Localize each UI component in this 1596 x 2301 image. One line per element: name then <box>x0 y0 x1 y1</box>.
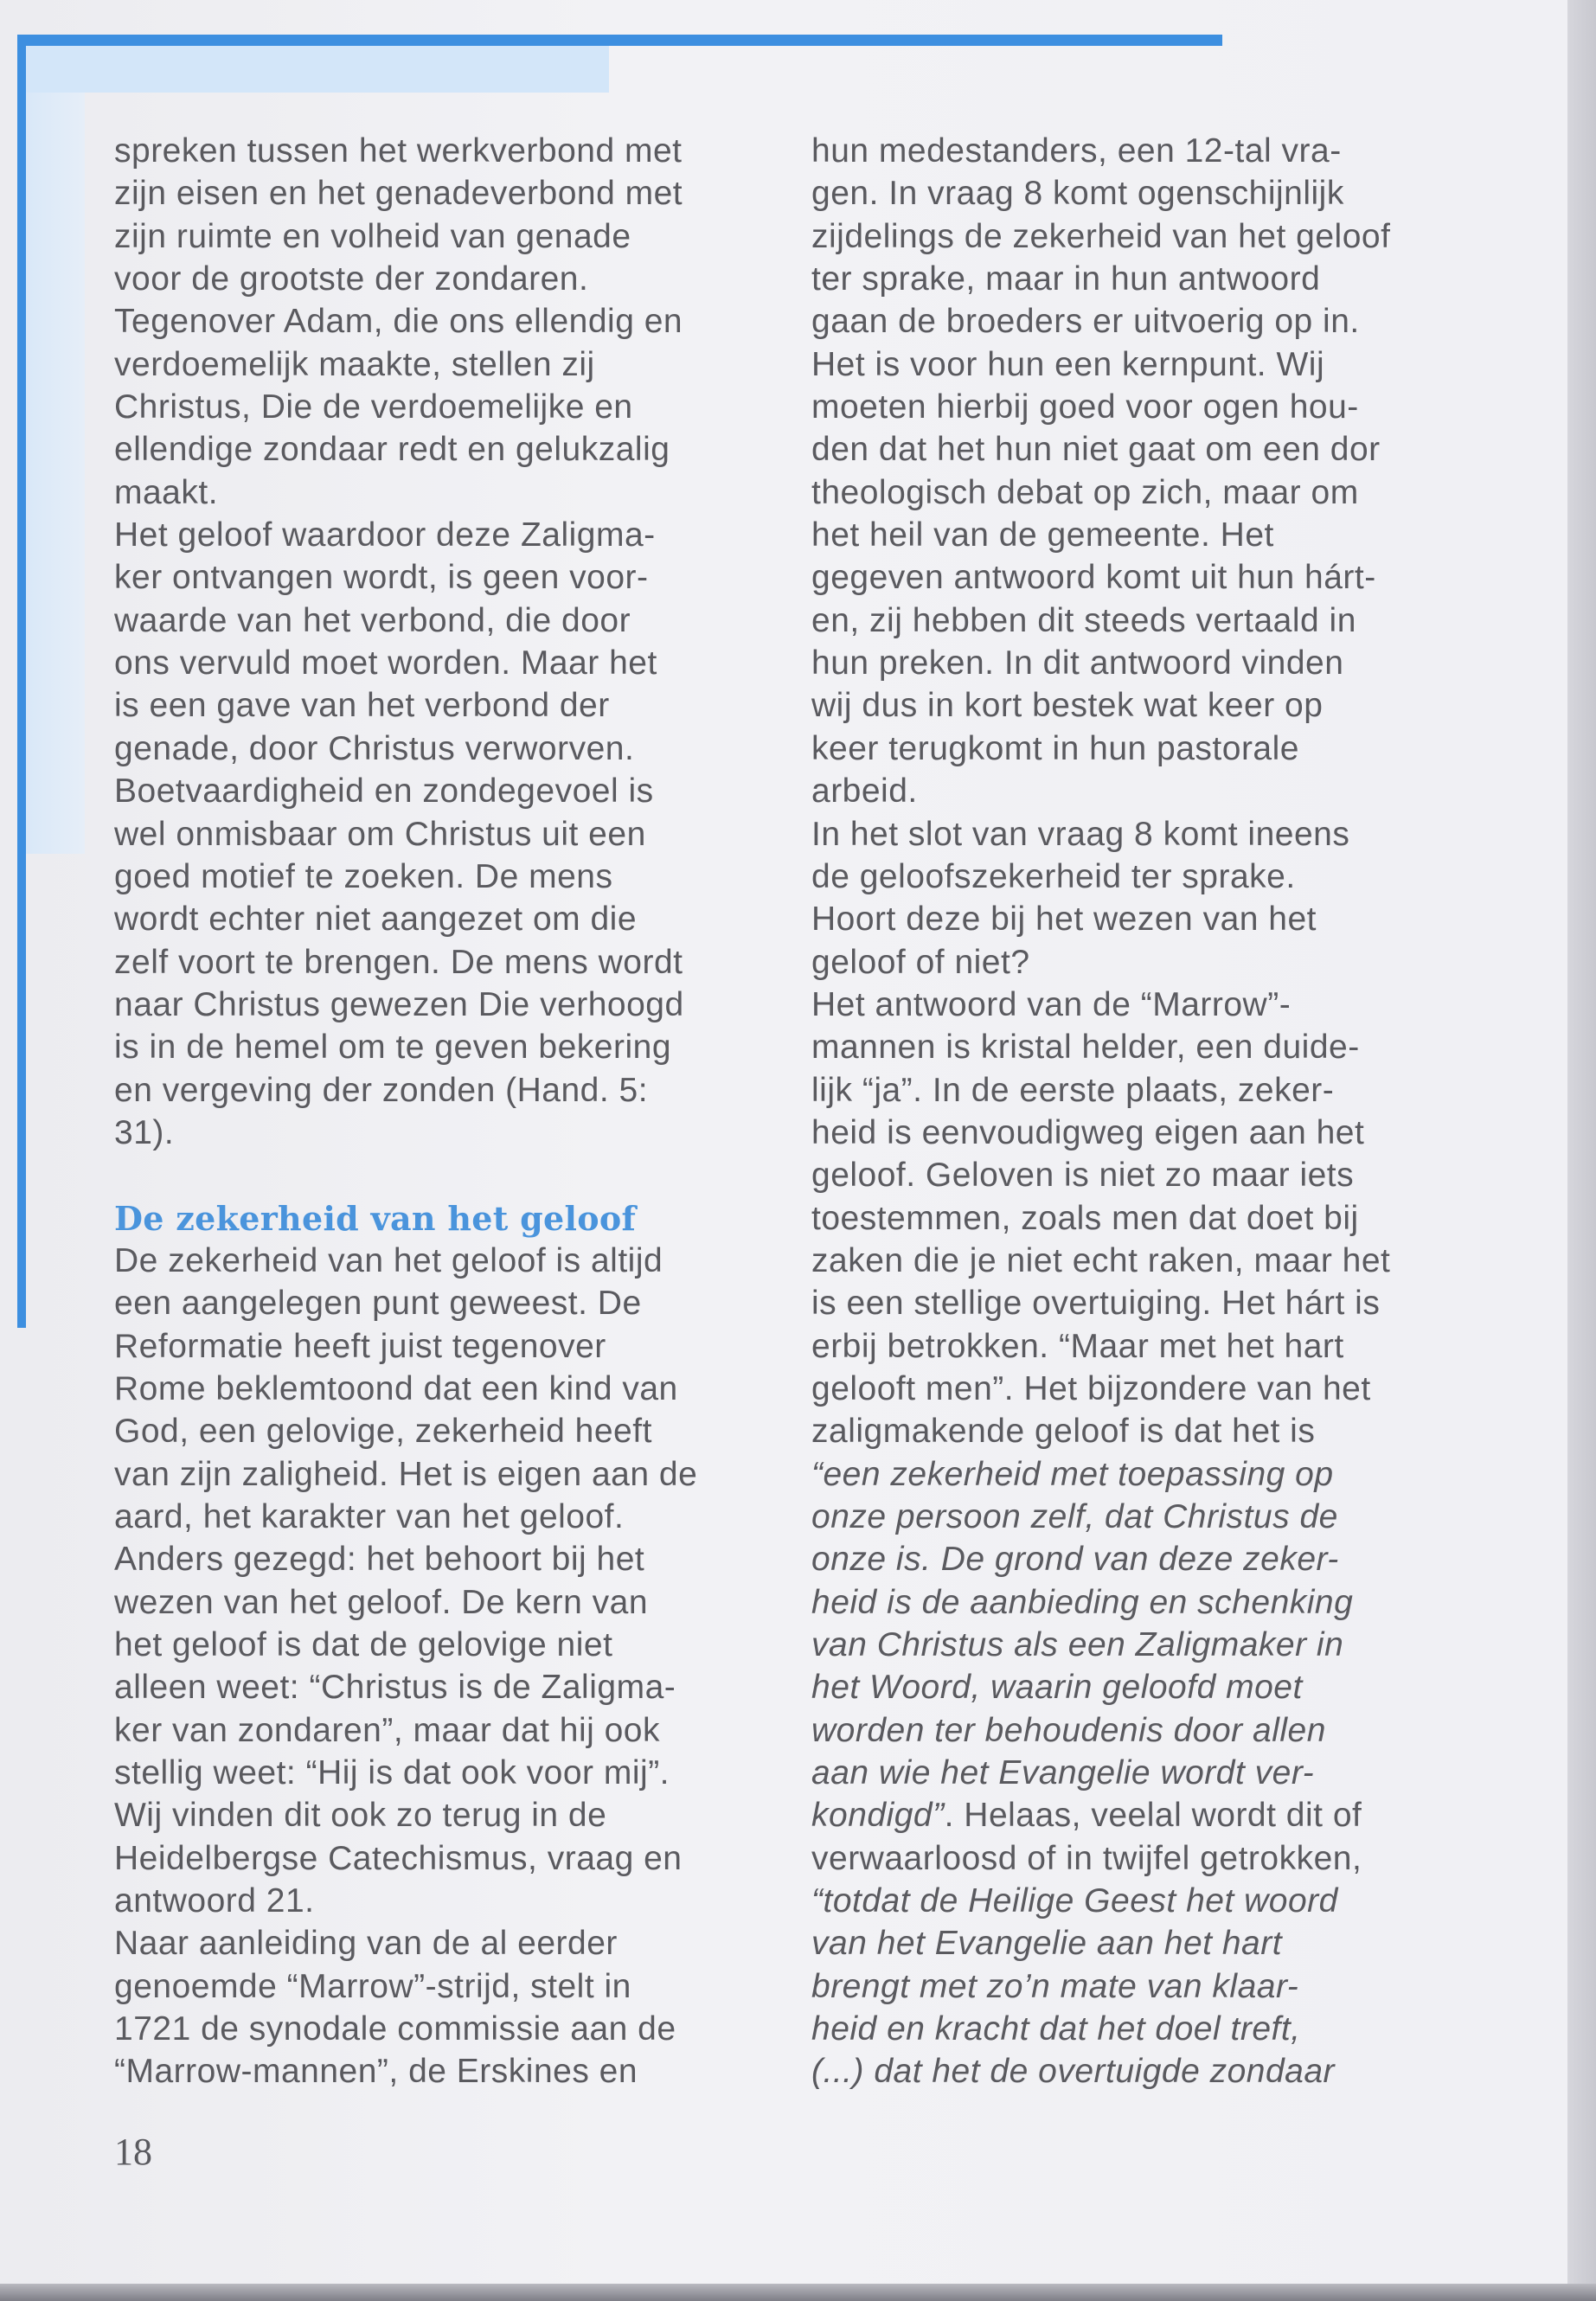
text-line: antwoord 21. <box>114 1882 315 1920</box>
decorative-blue-bar-left <box>17 35 26 1328</box>
text-line: een aangelegen punt geweest. De <box>114 1285 642 1323</box>
text-segment: de geloofszekerheid ter sprake. <box>811 857 1296 895</box>
text-line <box>811 1069 1390 1112</box>
decorative-light-blue-block <box>26 46 609 93</box>
text-line <box>811 1410 1390 1452</box>
text-line: Wij vinden dit ook zo terug in de <box>114 1797 607 1835</box>
text-line: Heidelbergse Catechismus, vraag en <box>114 1839 683 1877</box>
text-line <box>811 856 1390 898</box>
page-number: 18 <box>114 2131 152 2173</box>
text-line <box>811 1026 1390 1068</box>
quoted-text-segment: “een zekerheid met toepassing op <box>811 1455 1334 1493</box>
text-line: zijn ruimte en volheid van genade <box>114 217 631 255</box>
left-text-column <box>114 130 697 2093</box>
text-line: voor de grootste der zondaren. <box>114 260 589 298</box>
text-line <box>811 1282 1390 1324</box>
text-line <box>811 770 1390 812</box>
text-line <box>811 1752 1390 1794</box>
text-line <box>811 898 1390 940</box>
text-line <box>811 813 1390 856</box>
quoted-text-segment: van Christus als een Zaligmaker in <box>811 1626 1344 1664</box>
text-line: Naar aanleiding van de al eerder <box>114 1925 618 1963</box>
text-segment: keer terugkomt in hun pastorale <box>811 729 1299 767</box>
text-line: 1721 de synodale commissie aan de <box>114 2010 676 2048</box>
quoted-text-segment: onze persoon zelf, dat Christus de <box>811 1498 1338 1535</box>
text-line: aard, het karakter van het geloof. <box>114 1498 625 1535</box>
text-segment: verwaarloosd of in twijfel getrokken, <box>811 1839 1362 1877</box>
text-segment: zaken die je niet echt raken, maar het <box>811 1241 1391 1279</box>
text-line: Boetvaardigheid en zondegevoel is <box>114 772 654 811</box>
text-segment: geloof. Geloven is niet zo maar iets <box>811 1157 1355 1195</box>
text-line: het geloof is dat de gelovige niet <box>114 1626 613 1664</box>
text-line <box>811 1666 1390 1708</box>
text-line: is in de hemel om te geven bekering <box>114 1029 672 1067</box>
text-line: goed motief te zoeken. De mens <box>114 857 613 895</box>
quoted-text-segment: van het Evangelie aan het hart <box>811 1925 1283 1963</box>
text-line: Tegenover Adam, die ons ellendig en <box>114 303 683 341</box>
text-line <box>811 2008 1390 2050</box>
text-line: “Marrow-mannen”, de Erskines en <box>114 2053 638 2091</box>
text-line: wezen van het geloof. De kern van <box>114 1583 649 1621</box>
text-line <box>811 300 1390 343</box>
text-line <box>811 727 1390 770</box>
text-line <box>811 1922 1390 1965</box>
text-line <box>811 941 1390 984</box>
text-line <box>811 1837 1390 1880</box>
text-line <box>811 642 1390 684</box>
text-line <box>811 215 1390 258</box>
text-line <box>811 1880 1390 1922</box>
text-segment: zaligmakende geloof is dat het is <box>811 1413 1316 1451</box>
text-line <box>811 1965 1390 2008</box>
text-line: ker van zondaren”, maar dat hij ook <box>114 1711 660 1749</box>
text-segment: ter sprake, maar in hun antwoord <box>811 260 1321 298</box>
text-line <box>811 1624 1390 1666</box>
text-line: De zekerheid van het geloof is altijd <box>114 1241 663 1279</box>
text-line <box>811 1240 1390 1282</box>
text-line: ellendige zondaar redt en gelukzalig <box>114 431 670 469</box>
text-line <box>811 1538 1390 1580</box>
text-segment: In het slot van vraag 8 komt ineens <box>811 815 1350 853</box>
text-line: naar Christus gewezen Die verhoogd <box>114 985 684 1023</box>
text-segment: en, zij hebben dit steeds vertaald in <box>811 601 1356 639</box>
text-segment: zijdelings de zekerheid van het geloof <box>811 217 1391 255</box>
text-line: verdoemelijk maakte, stellen zij <box>114 345 595 383</box>
decorative-blue-bar-top <box>17 35 1222 46</box>
text-line <box>811 1197 1390 1240</box>
text-line: van zijn zaligheid. Het is eigen aan de <box>114 1455 698 1493</box>
text-line: God, een gelovige, zekerheid heeft <box>114 1413 652 1451</box>
text-line: waarde van het verbond, die door <box>114 601 631 639</box>
text-line <box>811 984 1390 1026</box>
text-line: 31). <box>114 1113 175 1151</box>
text-line: alleen weet: “Christus is de Zaligma- <box>114 1669 676 1707</box>
text-line: Christus, Die de verdoemelijke en <box>114 388 633 426</box>
text-segment: moeten hierbij goed voor ogen hou- <box>811 388 1359 426</box>
text-segment: theologisch debat op zich, maar om <box>811 473 1359 511</box>
text-line <box>811 258 1390 300</box>
text-line <box>811 130 1390 172</box>
text-line: wel onmisbaar om Christus uit een <box>114 815 646 853</box>
text-line <box>811 1325 1390 1368</box>
text-line: ker ontvangen wordt, is geen voor- <box>114 559 649 597</box>
text-line: spreken tussen het werkverbond met <box>114 132 683 170</box>
quoted-text-segment: het Woord, waarin geloofd moet <box>811 1669 1303 1707</box>
quoted-text-segment: heid en kracht dat het doel treft, <box>811 2010 1301 2048</box>
text-segment: mannen is kristal helder, een duide- <box>811 1029 1360 1067</box>
text-segment: toestemmen, zoals men dat doet bij <box>811 1199 1359 1237</box>
page-edge-right <box>1567 0 1596 2301</box>
text-segment: gelooft men”. Het bijzondere van het <box>811 1369 1371 1407</box>
text-segment: het heil van de gemeente. Het <box>811 516 1274 554</box>
text-line <box>811 1581 1390 1624</box>
text-line <box>811 599 1390 642</box>
text-line <box>811 556 1390 599</box>
quoted-text-segment: onze is. De grond van deze zeker- <box>811 1541 1339 1579</box>
text-segment: is een stellige overtuiging. Het hárt is <box>811 1285 1381 1323</box>
text-line: ons vervuld moet worden. Maar het <box>114 644 657 683</box>
text-segment: Het antwoord van de “Marrow”- <box>811 985 1292 1023</box>
text-segment: gaan de broeders er uitvoerig op in. <box>811 303 1360 341</box>
text-line: zijn eisen en het genadeverbond met <box>114 175 683 213</box>
text-line <box>811 1453 1390 1496</box>
text-line <box>811 1794 1390 1836</box>
text-segment: geloof of niet? <box>811 943 1030 981</box>
text-segment: hun medestanders, een 12-tal vra- <box>811 132 1342 170</box>
text-segment: hun preken. In dit antwoord vinden <box>811 644 1344 683</box>
quoted-text-segment: worden ter behoudenis door allen <box>811 1711 1326 1749</box>
text-line: Reformatie heeft juist tegenover <box>114 1327 606 1365</box>
text-line: genade, door Christus verworven. <box>114 729 635 767</box>
text-line <box>811 1368 1390 1410</box>
text-line <box>811 428 1390 471</box>
text-line <box>811 1112 1390 1154</box>
page-edge-bottom <box>0 2284 1596 2301</box>
text-line <box>811 386 1390 428</box>
text-line <box>811 172 1390 215</box>
text-segment: den dat het hun niet gaat om een dor <box>811 431 1381 469</box>
text-segment: gegeven antwoord komt uit hun hárt- <box>811 559 1376 597</box>
text-line: Anders gezegd: het behoort bij het <box>114 1541 645 1579</box>
text-segment: gen. In vraag 8 komt ogenschijnlijk <box>811 175 1344 213</box>
text-line: maakt. <box>114 473 219 511</box>
text-line: zelf voort te brengen. De mens wordt <box>114 943 683 981</box>
text-line: stellig weet: “Hij is dat ook voor mij”. <box>114 1754 670 1792</box>
text-line: en vergeving der zonden (Hand. 5: <box>114 1071 649 1109</box>
quoted-text-segment: “totdat de Heilige Geest het woord <box>811 1882 1338 1920</box>
right-text-column <box>811 130 1390 2093</box>
text-segment: heid is eenvoudigweg eigen aan het <box>811 1113 1365 1151</box>
quoted-text-segment: brengt met zo’n mate van klaar- <box>811 1967 1299 2005</box>
quoted-text-segment: kondigd” <box>811 1797 945 1835</box>
text-line: Rome beklemtoond dat een kind van <box>114 1369 678 1407</box>
decorative-light-blue-strip <box>26 93 85 854</box>
text-segment: wij dus in kort bestek wat keer op <box>811 687 1324 725</box>
text-line <box>811 514 1390 556</box>
text-segment: . Helaas, veelal wordt dit of <box>944 1797 1362 1835</box>
text-line <box>811 1709 1390 1752</box>
text-line <box>811 1154 1390 1196</box>
text-segment: Hoort deze bij het wezen van het <box>811 901 1317 939</box>
text-line <box>811 343 1390 386</box>
quoted-text-segment: heid is de aanbieding en schenking <box>811 1583 1354 1621</box>
text-line <box>114 1154 697 1196</box>
quoted-text-segment: aan wie het Evangelie wordt ver- <box>811 1754 1315 1792</box>
text-segment: arbeid. <box>811 772 918 811</box>
text-line <box>811 684 1390 727</box>
text-segment: erbij betrokken. “Maar met het hart <box>811 1327 1344 1365</box>
text-segment: lijk “ja”. In de eerste plaats, zeker- <box>811 1071 1335 1109</box>
text-line: Het geloof waardoor deze Zaligma- <box>114 516 656 554</box>
text-line <box>811 471 1390 514</box>
quoted-text-segment: (...) dat het de overtuigde zondaar <box>811 2053 1336 2091</box>
text-line <box>811 2050 1390 2093</box>
text-line <box>811 1496 1390 1538</box>
text-line: wordt echter niet aangezet om die <box>114 901 638 939</box>
section-heading: De zekerheid van het geloof <box>114 1198 637 1238</box>
text-line: is een gave van het verbond der <box>114 687 610 725</box>
text-segment: Het is voor hun een kernpunt. Wij <box>811 345 1325 383</box>
text-line: genoemde “Marrow”-strijd, stelt in <box>114 1967 631 2005</box>
